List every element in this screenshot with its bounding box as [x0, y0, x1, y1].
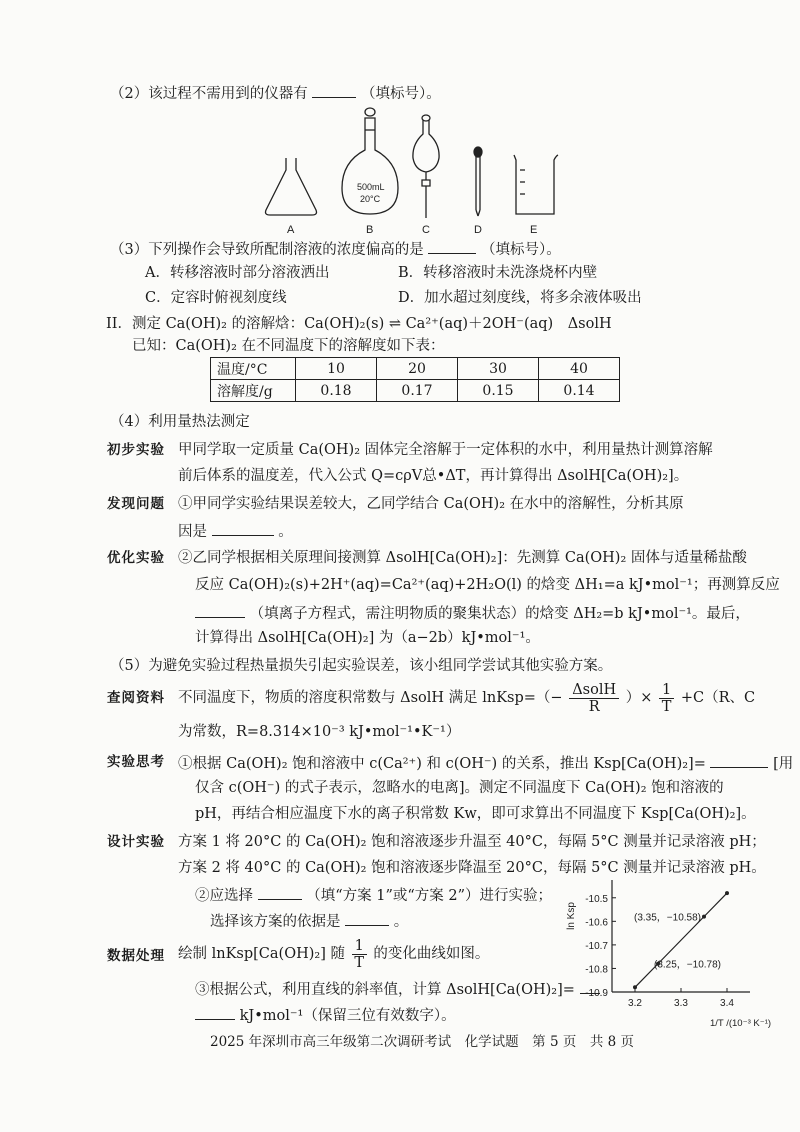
dataproc-line1b: 的变化曲线如图。	[373, 946, 490, 962]
table-header-solubility: 溶解度/g	[211, 380, 296, 402]
solubility-table	[210, 357, 620, 402]
design-line3b: （填“方案 1”或“方案 2”）进行实验；	[306, 888, 553, 904]
q3-option-a: A．转移溶液时部分溶液洒出	[145, 265, 330, 281]
design-line4	[210, 910, 408, 932]
prelim-line1: 甲同学取一定质量 Ca(OH)₂ 固体完全溶解于一定体积的水中，利用量热计测算溶解	[178, 442, 713, 458]
series-line	[635, 893, 727, 987]
y-tick-label: -10.6	[585, 917, 608, 929]
optimize-line2: 反应 Ca(OH)₂(s)+2H⁺(aq)=Ca²⁺(aq)+2H₂O(l) 的焓变 ΔH₁=a kJ•mol⁻¹；再测算反应	[195, 577, 780, 593]
separatory-funnel-icon	[413, 115, 439, 218]
think-line1a: ①根据 Ca(OH)₂ 饱和溶液中 c(Ca²⁺) 和 c(OH⁻) 的关系，推出 Ksp[Ca(OH)₂]=	[178, 756, 706, 772]
table-header-temp: 温度/°C	[211, 358, 296, 380]
lookup-line1b: ）×	[625, 690, 653, 706]
apparatus-label-d: D	[474, 224, 482, 236]
y-tick-label: -10.9	[585, 988, 608, 999]
design-line4b: 。	[393, 914, 409, 930]
think-line1	[178, 752, 793, 774]
design-label: 设计实验	[107, 834, 165, 850]
dataproc-line1	[178, 936, 489, 972]
q3-option-b: B．转移溶液时未洗涤烧杯内壁	[398, 265, 598, 281]
design-reason-blank[interactable]	[345, 910, 389, 926]
frac-numerator: 1	[659, 682, 674, 699]
lookup-line2: 为常数，R=8.314×10⁻³ kJ•mol⁻¹•K⁻¹）	[178, 724, 461, 740]
data-point	[725, 891, 729, 895]
lookup-label: 查阅资料	[107, 690, 165, 706]
q3-text: （3）下列操作会导致所配制溶液的浓度偏高的是	[110, 242, 424, 258]
fraction-dh-over-r	[569, 682, 619, 715]
apparatus-label-a: A	[287, 224, 295, 236]
part2-title: II．测定 Ca(OH)₂ 的溶解焓：Ca(OH)₂(s) ⇌ Ca²⁺(aq)＋2OH⁻(aq) ΔsolH	[106, 316, 612, 332]
table-cell: 0.15	[458, 380, 539, 402]
apparatus-label-b: B	[366, 224, 374, 236]
problem-line2	[178, 520, 293, 542]
problem-line1: ①甲同学实验结果误差较大，乙同学结合 Ca(OH)₂ 在水中的溶解性，分析其原	[178, 496, 684, 512]
frac-denominator: T	[354, 954, 365, 971]
y-tick-label: -10.7	[585, 940, 608, 952]
dataproc-line3	[195, 1004, 456, 1026]
frac-denominator: R	[588, 698, 600, 715]
point-annotation: (3.25，−10.78)	[654, 959, 721, 971]
optimize-line3-text: （填离子方程式，需注明物质的聚集状态）的焓变 ΔH₂=b kJ•mol⁻¹。最后，	[249, 606, 750, 622]
lookup-line1a: 不同温度下，物质的溶度积常数与 ΔsolH 满足 lnKsp=（−	[178, 690, 563, 706]
q4-title: （4）利用量热法测定	[110, 414, 250, 430]
fraction-one-over-t	[659, 682, 674, 715]
beaker-icon	[514, 155, 558, 214]
dataproc-blank-b[interactable]	[195, 1004, 235, 1020]
flask-temp-mark: 20°C	[360, 194, 381, 204]
flask-volume-mark: 500mL	[357, 182, 385, 192]
q2-text: （2）该过程不需用到的仪器有	[110, 86, 308, 102]
conical-flask-icon	[266, 158, 317, 215]
design-line4a: 选择该方案的依据是	[210, 914, 341, 930]
y-tick-label: -10.5	[585, 893, 608, 905]
x-tick-label: 3.3	[674, 998, 688, 1009]
q3-blank[interactable]	[428, 238, 476, 254]
think-line3: pH，再结合相应温度下水的离子积常数 Kw，即可求算出不同温度下 Ksp[Ca(OH)₂]。	[195, 806, 756, 822]
lookup-line1c: +C（R、C	[680, 690, 756, 706]
dataproc-label: 数据处理	[107, 948, 165, 964]
table-cell: 0.17	[377, 380, 458, 402]
optimize-line1: ②乙同学根据相关原理间接测算 ΔsolH[Ca(OH)₂]：先测算 Ca(OH)₂ 固体与适量稀盐酸	[178, 550, 747, 566]
apparatus-label-c: C	[422, 224, 430, 236]
x-axis-label: 1/T /(10⁻³ K⁻¹)	[710, 1018, 772, 1029]
think-line2: 仅含 c(OH⁻) 的式子表示，忽略水的电离]。测定不同温度下 Ca(OH)₂ 饱和溶液的	[195, 780, 724, 796]
problem-line2-end: 。	[278, 524, 293, 540]
data-point	[702, 915, 706, 919]
apparatus-label-e: E	[530, 224, 538, 236]
think-blank[interactable]	[710, 752, 768, 768]
problem-blank[interactable]	[212, 520, 274, 536]
frac-numerator: 1	[352, 938, 367, 955]
table-cell: 10	[296, 358, 377, 380]
dataproc-line2	[195, 978, 600, 1000]
dataproc-line1a: 绘制 lnKsp[Ca(OH)₂] 随	[178, 946, 345, 962]
x-tick-label: 3.2	[628, 998, 642, 1009]
lnksp-chart	[560, 872, 780, 1032]
apparatus-illustration	[250, 100, 570, 240]
q5-title: （5）为避免实验过程热量损失引起实验误差，该小组同学尝试其他实验方案。	[110, 658, 613, 674]
dataproc-line2-text: ③根据公式，利用直线的斜率值，计算 ΔsolH[Ca(OH)₂]=	[195, 982, 575, 998]
lookup-line1	[178, 680, 755, 716]
x-tick-label: 3.4	[720, 998, 734, 1009]
think-label: 实验思考	[107, 754, 165, 770]
think-line1b: [用	[773, 756, 794, 772]
y-axis-label: ln Ksp	[566, 902, 577, 930]
design-line3a: ②应选择	[195, 888, 253, 904]
q3-line	[110, 238, 561, 260]
design-line1: 方案 1 将 20°C 的 Ca(OH)₂ 饱和溶液逐步升温至 40°C，每隔 5°C 测量并记录溶液 pH；	[178, 834, 766, 850]
table-cell: 30	[458, 358, 539, 380]
dataproc-line3-text: kJ•mol⁻¹（保留三位有效数字）。	[239, 1008, 456, 1024]
design-choice-blank[interactable]	[258, 884, 302, 900]
table-cell: 0.14	[539, 380, 620, 402]
optimize-line4: 计算得出 ΔsolH[Ca(OH)₂] 为（a−2b）kJ•mol⁻¹。	[195, 630, 540, 646]
prelim-label: 初步实验	[107, 442, 165, 458]
part2-known: 已知：Ca(OH)₂ 在不同温度下的溶解度如下表：	[132, 338, 445, 354]
data-point	[633, 985, 637, 989]
frac-numerator: ΔsolH	[569, 682, 619, 699]
q3-tail: （填标号）。	[480, 242, 561, 258]
table-cell: 40	[539, 358, 620, 380]
frac-denominator: T	[661, 698, 672, 715]
table-row	[211, 358, 620, 380]
table-row	[211, 380, 620, 402]
problem-line2-text: 因是	[178, 524, 207, 540]
y-tick-label: -10.8	[585, 964, 608, 976]
q3-option-c: C．定容时俯视刻度线	[145, 290, 287, 306]
problem-label: 发现问题	[107, 496, 165, 512]
q3-option-d: D．加水超过刻度线，将多余液体吸出	[398, 290, 642, 306]
fraction-one-over-t	[352, 938, 367, 971]
page-footer: 2025 年深圳市高三年级第二次调研考试 化学试题 第 5 页 共 8 页	[210, 1034, 634, 1050]
table-cell: 0.18	[296, 380, 377, 402]
optimize-blank[interactable]	[195, 602, 245, 618]
optimize-label: 优化实验	[107, 550, 165, 566]
q2-tail: （填标号）。	[360, 86, 441, 102]
design-line3	[195, 884, 552, 906]
point-annotation: (3.35，−10.58)	[634, 912, 701, 924]
design-line2: 方案 2 将 40°C 的 Ca(OH)₂ 饱和溶液逐步降温至 20°C，每隔 5°C 测量并记录溶液 pH。	[178, 860, 766, 876]
table-cell: 20	[377, 358, 458, 380]
q2-blank[interactable]	[312, 82, 356, 98]
optimize-line3	[195, 602, 750, 624]
dropper-icon	[474, 147, 482, 216]
prelim-line2: 前后体系的温度差，代入公式 Q=cρV总•ΔT，再计算得出 ΔsolH[Ca(OH)₂]。	[178, 468, 689, 484]
